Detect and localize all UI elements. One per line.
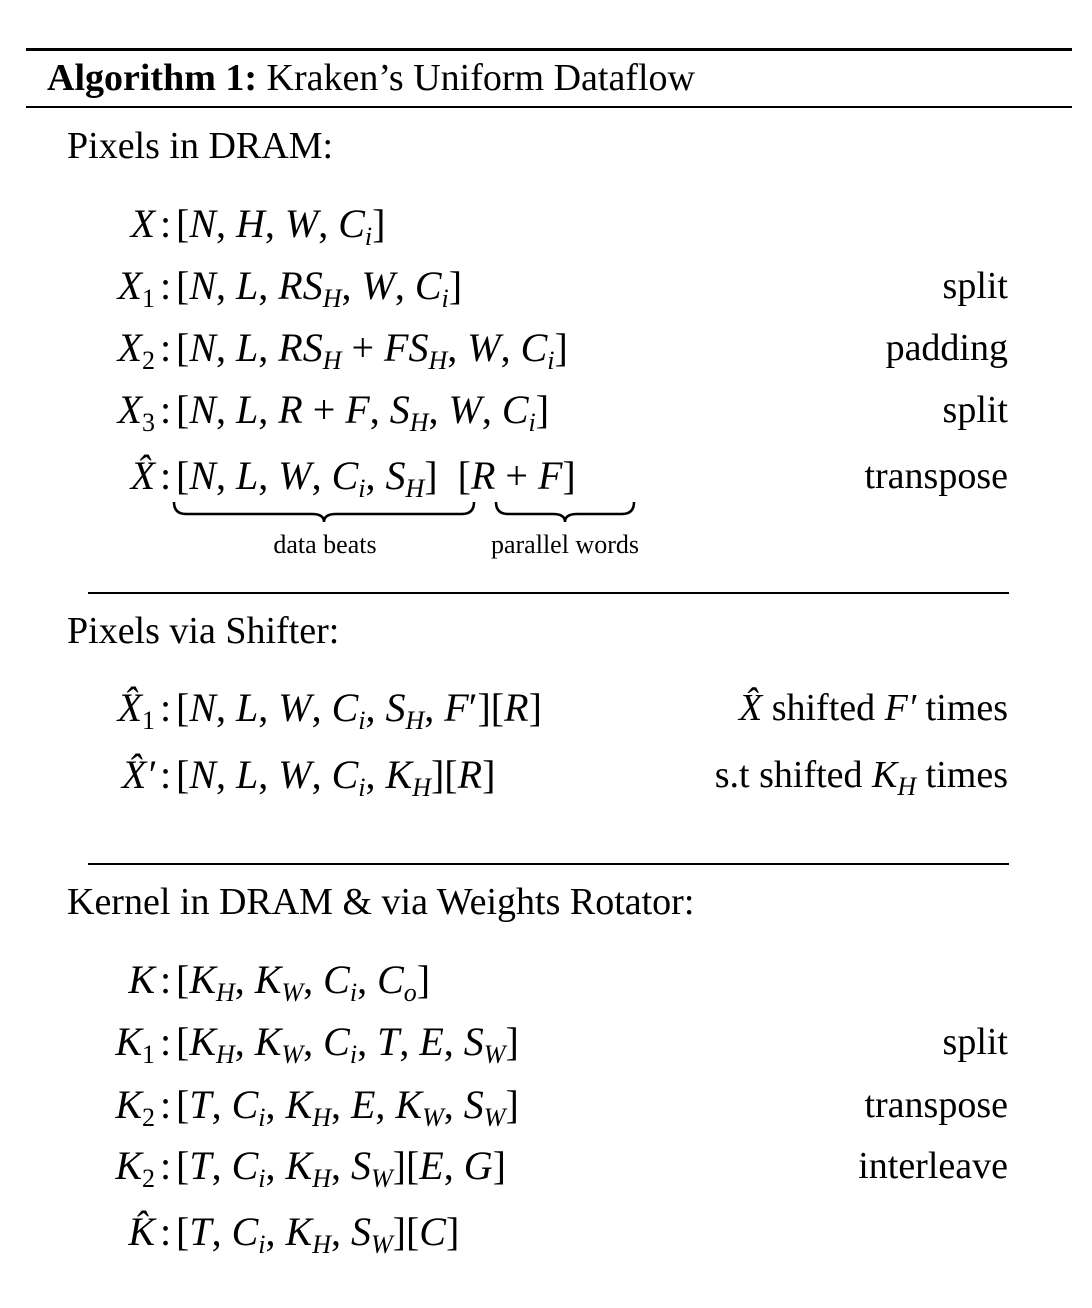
section-heading-pixels-shifter: Pixels via Shifter: — [67, 610, 340, 652]
eq-lhs: $X̂_1$ — [117, 685, 155, 735]
section-divider — [88, 592, 1009, 594]
equation-row: $X_3$ : [N, L, R + F, $S_H$, W, $C_i$] split — [0, 382, 1092, 438]
eq-note: transpose — [864, 1084, 1008, 1126]
eq-lhs: $X_3$ — [117, 387, 155, 437]
eq-rhs: [N, L, W, $C_i$, $S_H$, F′][R] — [176, 685, 542, 735]
eq-lhs — [131, 196, 155, 252]
algorithm-name: Kraken’s Uniform Dataflow — [266, 57, 695, 99]
equation-row: K : [$K_H$, $K_W$, $C_i$, $C_o$] — [0, 952, 1092, 1008]
equation-row: $K_2$ : [T, $C_i$, $K_H$, $S_W][E$, G] interleave — [0, 1138, 1092, 1194]
algorithm-title — [47, 52, 695, 104]
eq-note: s.t shifted $K_H$ times — [714, 754, 1008, 801]
eq-note: X̂ shifted F′ times — [738, 687, 1008, 729]
equation-row: $K_2$ : [T, $C_i$, $K_H$, E, $K_W$, $S_W$] transpose — [0, 1077, 1092, 1133]
eq-lhs: X̂′ — [121, 752, 155, 797]
x-symbol: X — [130, 201, 155, 246]
eq-rhs: [N, L, R + F, $S_H$, W, $C_i$] — [176, 387, 550, 437]
eq-rhs: [$K_H$, $K_W$, $C_i$, T, E, $S_W$] — [176, 1019, 519, 1069]
eq-rhs: [N, L, W, $C_i$, $K_H][R]$ — [176, 752, 496, 802]
eq-lhs: $X_1$ — [117, 263, 155, 313]
equation-row: $X_2$ : [N, L, $RS_H + FS_H$, W, $C_i$] padding — [0, 320, 1092, 376]
section-heading-kernel: Kernel in DRAM & via Weights Rotator: — [67, 881, 695, 923]
eq-rhs: [T, $C_i$, $K_H$, $S_W][C]$ — [176, 1209, 460, 1259]
eq-rhs: [$K_H$, $K_W$, $C_i$, $C_o$] — [176, 957, 431, 1007]
equation-row: $X_1$ : [N, L, $RS_H$, W, $C_i$] split — [0, 258, 1092, 314]
equation-row: $K_1$ : [$K_H$, $K_W$, $C_i$, T, E, $S_W$] split — [0, 1014, 1092, 1070]
eq-rhs: [N, L, W, $C_i$, $S_H$] [R + F] — [176, 453, 576, 503]
equation-row: X : [N, H, W, $C_i$] — [0, 196, 1092, 252]
equation-row: X̂ : [N, L, W, $C_i$, $S_H$] [R + F] transpose — [0, 448, 1092, 504]
eq-lhs: $K_2$ — [115, 1082, 155, 1132]
data-beats-brace — [172, 500, 476, 522]
eq-lhs: $K_1$ — [115, 1019, 155, 1069]
eq-lhs: K — [128, 957, 155, 1002]
eq-lhs: K̂ — [128, 1209, 155, 1254]
eq-lhs: $K_2$ — [115, 1143, 155, 1193]
algorithm-label: Algorithm 1: — [47, 57, 258, 99]
eq-rhs: [T, $C_i$, $K_H$, E, $K_W$, $S_W$] — [176, 1082, 519, 1132]
eq-note: split — [942, 1021, 1008, 1063]
parallel-words-brace — [494, 500, 636, 522]
eq-note: padding — [885, 327, 1008, 369]
eq-rhs: [N, H, W, $C_i$] — [176, 201, 386, 251]
equation-row: K̂ : [T, $C_i$, $K_H$, $S_W][C]$ — [0, 1204, 1092, 1260]
equation-row: X̂′ : [N, L, W, $C_i$, $K_H][R]$ s.t shifted $K_H$ times — [0, 747, 1092, 803]
top-rule — [26, 48, 1072, 51]
eq-rhs: [N, L, $RS_H + FS_H$, W, $C_i$] — [176, 325, 568, 375]
eq-note: transpose — [864, 455, 1008, 497]
header-rule — [26, 106, 1072, 108]
brace-label-parallel-words: parallel words — [490, 530, 639, 559]
eq-note: interleave — [858, 1145, 1008, 1187]
eq-note: split — [942, 265, 1008, 307]
eq-lhs: X̂ — [130, 453, 155, 498]
section-heading-pixels-dram: Pixels in DRAM: — [67, 125, 334, 167]
eq-note: split — [942, 389, 1008, 431]
eq-lhs: $X_2$ — [117, 325, 155, 375]
section-divider — [88, 863, 1009, 865]
brace-label-data-beats: data beats — [273, 530, 377, 559]
eq-rhs: [T, $C_i$, $K_H$, $S_W][E$, G] — [176, 1143, 506, 1193]
equation-row: $X̂_1$ : [N, L, W, $C_i$, $S_H$, F′][R] X̂ shifted F′ times — [0, 680, 1092, 736]
eq-rhs: [N, L, $RS_H$, W, $C_i$] — [176, 263, 463, 313]
